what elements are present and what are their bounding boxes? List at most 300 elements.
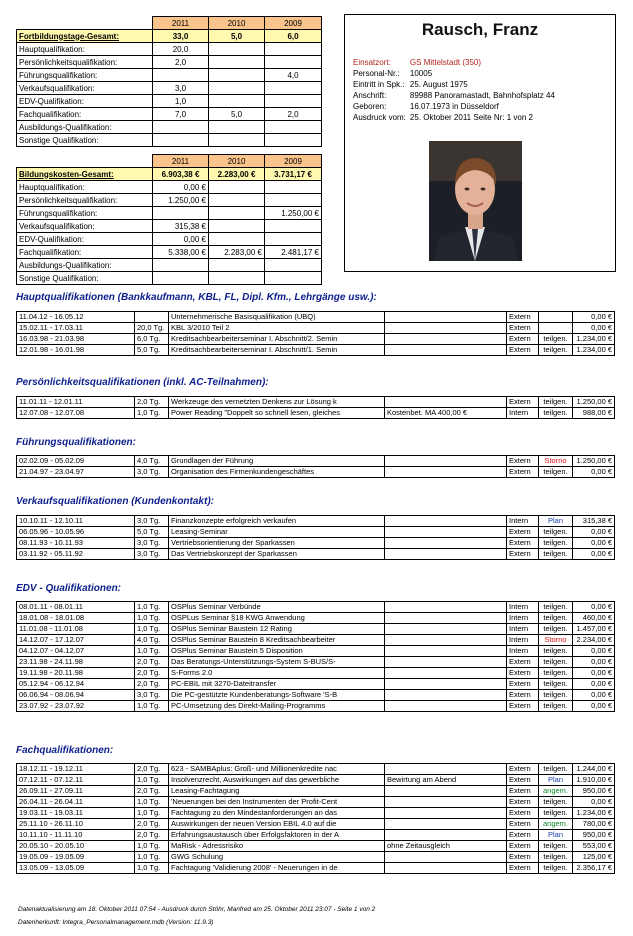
course-cell: 6,0 Tg.	[135, 334, 169, 345]
course-cell: 0,00 €	[573, 701, 615, 712]
course-cell: 1,0 Tg.	[135, 775, 169, 786]
course-row	[17, 527, 615, 538]
course-cell: 16.03.98 - 21.03.98	[17, 334, 135, 345]
cost-row-label: Führungsqualifikation:	[17, 207, 153, 220]
course-cell: 06.05.96 - 10.05.96	[17, 527, 135, 538]
info-row	[353, 79, 559, 90]
course-cell: 3,0 Tg.	[135, 516, 169, 527]
course-cell: Extern	[507, 668, 539, 679]
course-cell: 0,00 €	[573, 657, 615, 668]
course-cell: 3,0 Tg.	[135, 549, 169, 560]
course-cell: Leasing-Fachtagung	[169, 786, 385, 797]
course-cell: Extern	[507, 819, 539, 830]
course-cell: teilgen.	[539, 690, 573, 701]
course-cell: 3,0 Tg.	[135, 538, 169, 549]
course-cell: 1,0 Tg.	[135, 624, 169, 635]
course-cell: OSPlus Seminar Verbünde	[169, 602, 385, 613]
course-cell: 'Neuerungen bei den Instrumenten der Profit-Cent	[169, 797, 385, 808]
course-cell: Extern	[507, 830, 539, 841]
cost-row	[17, 246, 322, 259]
course-cell: OSPLus Seminar §18 KWG Anwendung	[169, 613, 385, 624]
cost-year: 2010	[209, 155, 265, 168]
course-cell: 1,0 Tg.	[135, 852, 169, 863]
course-cell: Extern	[507, 538, 539, 549]
course-cell: Storno	[539, 456, 573, 467]
days-row	[17, 108, 322, 121]
course-cell: Plan	[539, 775, 573, 786]
days-row	[17, 121, 322, 134]
course-cell: 0,00 €	[573, 690, 615, 701]
course-cell: Extern	[507, 808, 539, 819]
course-row	[17, 841, 615, 852]
course-cell: 4,0 Tg.	[135, 635, 169, 646]
course-cell: Intern	[507, 624, 539, 635]
course-cell: ohne Zeitausgleich	[385, 841, 507, 852]
days-total-value: 6,0	[265, 30, 322, 43]
course-cell: teilgen.	[539, 345, 573, 356]
course-cell: Leasing-Seminar	[169, 527, 385, 538]
course-cell: Power Reading "Doppelt so schnell lesen, gleiches	[169, 408, 385, 419]
course-cell: Extern	[507, 456, 539, 467]
course-cell: S-Forms 2.0	[169, 668, 385, 679]
section-title: Führungsqualifikationen:	[16, 437, 136, 448]
course-cell: 1,0 Tg.	[135, 646, 169, 657]
course-cell: 1,0 Tg.	[135, 808, 169, 819]
cost-row-value	[209, 272, 265, 285]
course-cell: Extern	[507, 841, 539, 852]
course-cell: 0,00 €	[573, 646, 615, 657]
course-cell: Erfahrungsaustausch über Erfolgsfaktoren in der A	[169, 830, 385, 841]
course-cell: 2,0 Tg.	[135, 786, 169, 797]
days-row	[17, 69, 322, 82]
course-cell: 1,0 Tg.	[135, 797, 169, 808]
course-cell: Extern	[507, 397, 539, 408]
course-cell: 2,0 Tg.	[135, 830, 169, 841]
days-total-row	[17, 30, 322, 43]
course-row	[17, 668, 615, 679]
days-row-value	[153, 69, 209, 82]
course-cell: 20,0 Tg.	[135, 323, 169, 334]
course-row	[17, 646, 615, 657]
course-cell: 1.910,00 €	[573, 775, 615, 786]
cost-row	[17, 220, 322, 233]
cost-row-value	[265, 181, 322, 194]
course-cell: teilgen.	[539, 808, 573, 819]
course-cell: teilgen.	[539, 538, 573, 549]
course-row	[17, 690, 615, 701]
course-cell: Extern	[507, 852, 539, 863]
course-cell	[385, 819, 507, 830]
course-cell: 2,0 Tg.	[135, 668, 169, 679]
days-row-label: Fachqualifikation:	[17, 108, 153, 121]
course-cell: OSPlus Seminar Baustein 5 Disposition	[169, 646, 385, 657]
course-cell: teilgen.	[539, 613, 573, 624]
course-cell	[385, 830, 507, 841]
employee-info	[353, 57, 559, 123]
cost-total-row	[17, 168, 322, 181]
course-cell	[385, 624, 507, 635]
course-cell: 1,0 Tg.	[135, 841, 169, 852]
course-table	[16, 311, 615, 356]
course-cell: Storno	[539, 635, 573, 646]
course-cell: Finanzkonzepte erfolgreich verkaufen	[169, 516, 385, 527]
course-cell: 780,00 €	[573, 819, 615, 830]
days-corner	[17, 17, 153, 30]
course-cell: MaRisk - Adressrisiko	[169, 841, 385, 852]
cost-row-value	[209, 194, 265, 207]
section-title: Hauptqualifikationen (Bankkaufmann, KBL, FL, Dipl. Kfm., Lehrgänge usw.):	[16, 292, 377, 303]
days-row-value: 1,0	[153, 95, 209, 108]
course-cell: angem.	[539, 786, 573, 797]
course-cell: 23.11.98 - 24.11.98	[17, 657, 135, 668]
course-cell: 0,00 €	[573, 312, 615, 323]
course-cell: 1.234,00 €	[573, 334, 615, 345]
course-cell: 26.04.11 - 26.04.11	[17, 797, 135, 808]
course-cell: 19.11.98 - 20.11.98	[17, 668, 135, 679]
course-cell: 13.05.09 - 13.05.09	[17, 863, 135, 874]
course-cell: OSPlus Seminar Baustein 12 Rating	[169, 624, 385, 635]
course-cell: teilgen.	[539, 679, 573, 690]
course-cell: 18.12.11 - 19.12.11	[17, 764, 135, 775]
course-cell: Bewirtung am Abend	[385, 775, 507, 786]
days-row-value	[209, 69, 265, 82]
cost-row-label: Sonstige Qualifikation:	[17, 272, 153, 285]
course-cell: Extern	[507, 701, 539, 712]
course-cell	[385, 852, 507, 863]
course-cell: Extern	[507, 345, 539, 356]
course-cell	[135, 312, 169, 323]
course-cell: 1.234,00 €	[573, 808, 615, 819]
course-row	[17, 397, 615, 408]
days-row-value: 7,0	[153, 108, 209, 121]
info-value: 16.07.1973 in Düsseldorf	[409, 102, 499, 111]
course-cell: Kreditsachbearbeiterseminar I. Abschnitt/1. Semin	[169, 345, 385, 356]
course-cell: GWG Schulung	[169, 852, 385, 863]
cost-row-value	[153, 272, 209, 285]
course-row	[17, 797, 615, 808]
course-cell: teilgen.	[539, 624, 573, 635]
days-row-label: Verkaufsqualifikation:	[17, 82, 153, 95]
info-row	[353, 112, 559, 123]
course-row	[17, 808, 615, 819]
course-cell: Intern	[507, 646, 539, 657]
course-cell: Extern	[507, 775, 539, 786]
days-row-label: Ausbildungs-Qualifikation:	[17, 121, 153, 134]
course-cell: 02.02.09 - 05.02.09	[17, 456, 135, 467]
course-cell: 03.11.92 - 05.11.92	[17, 549, 135, 560]
cost-row	[17, 194, 322, 207]
cost-total-value: 2.283,00 €	[209, 168, 265, 181]
course-cell: Extern	[507, 657, 539, 668]
days-year: 2010	[209, 17, 265, 30]
course-cell: Extern	[507, 527, 539, 538]
info-row	[353, 101, 559, 112]
course-cell: 0,00 €	[573, 679, 615, 690]
course-cell: 460,00 €	[573, 613, 615, 624]
cost-row-value	[209, 181, 265, 194]
days-row-value	[209, 56, 265, 69]
course-cell: Werkzeuge des vernetzten Denkens zur Lösung k	[169, 397, 385, 408]
days-row	[17, 82, 322, 95]
course-cell: teilgen.	[539, 764, 573, 775]
course-row	[17, 701, 615, 712]
info-value: 25. Oktober 2011 Seite Nr: 1 von 2	[409, 113, 533, 122]
course-cell: 1,0 Tg.	[135, 602, 169, 613]
course-cell: Intern	[507, 516, 539, 527]
course-cell	[539, 312, 573, 323]
course-cell: Extern	[507, 334, 539, 345]
cost-row-value: 315,38 €	[153, 220, 209, 233]
course-cell: teilgen.	[539, 657, 573, 668]
footer-line-2: Datenherkunft: Integra_Personalmanagement.mdb (Version: 11.9.3)	[18, 919, 214, 926]
course-cell: 3,0 Tg.	[135, 690, 169, 701]
course-cell: 08.01.11 - 08.01.11	[17, 602, 135, 613]
course-cell: 2.356,17 €	[573, 863, 615, 874]
course-row	[17, 516, 615, 527]
course-cell: Unternehmerische Basisqualifikation (UBQ)	[169, 312, 385, 323]
course-row	[17, 775, 615, 786]
course-cell: Kostenbet. MA 400,00 €	[385, 408, 507, 419]
course-cell	[385, 527, 507, 538]
course-row	[17, 764, 615, 775]
info-label: Anschrift:	[353, 91, 387, 100]
course-cell: 2,0 Tg.	[135, 397, 169, 408]
course-row	[17, 679, 615, 690]
section-title: Persönlichkeitsqualifikationen (inkl. AC-Teilnahmen):	[16, 377, 269, 388]
info-label: Personal-Nr.:	[353, 69, 400, 78]
info-row	[353, 90, 559, 101]
course-cell: 1.244,00 €	[573, 764, 615, 775]
course-row	[17, 334, 615, 345]
course-row	[17, 830, 615, 841]
course-cell: Extern	[507, 797, 539, 808]
course-cell: 19.05.09 - 19.05.09	[17, 852, 135, 863]
course-cell: 05.12.94 - 06.12.94	[17, 679, 135, 690]
course-cell: 2,0 Tg.	[135, 657, 169, 668]
days-row-value: 20,0	[153, 43, 209, 56]
cost-row-value: 0,00 €	[153, 233, 209, 246]
cost-total-value: 3.731,17 €	[265, 168, 322, 181]
cost-row-value	[209, 233, 265, 246]
course-cell: Extern	[507, 467, 539, 478]
course-cell: 1.250,00 €	[573, 397, 615, 408]
cost-row-value: 1.250,00 €	[153, 194, 209, 207]
course-row	[17, 786, 615, 797]
course-cell: Extern	[507, 549, 539, 560]
course-cell: Fachtagung zu den Mindestanforderungen an das	[169, 808, 385, 819]
cost-row	[17, 272, 322, 285]
course-cell: 950,00 €	[573, 830, 615, 841]
footer-line-1: Datenaktualisierung am 18. Oktober 2011 07:54 - Ausdruck durch Stöhr, Manfred am 25. Oktober 2011 23:07 - Seite 1 von 2	[18, 906, 376, 913]
course-cell: teilgen.	[539, 852, 573, 863]
course-cell	[385, 679, 507, 690]
course-row	[17, 467, 615, 478]
cost-year: 2011	[153, 155, 209, 168]
course-cell: 950,00 €	[573, 786, 615, 797]
course-cell: 11.04.12 - 16.05.12	[17, 312, 135, 323]
days-row-value	[265, 43, 322, 56]
days-row-value	[265, 82, 322, 95]
course-row	[17, 613, 615, 624]
course-cell	[385, 797, 507, 808]
course-cell: Extern	[507, 764, 539, 775]
course-cell: Plan	[539, 516, 573, 527]
training-days-table	[16, 16, 322, 147]
course-cell: 0,00 €	[573, 602, 615, 613]
course-cell: 0,00 €	[573, 467, 615, 478]
course-cell: Extern	[507, 679, 539, 690]
course-cell	[385, 701, 507, 712]
days-row-value: 2,0	[265, 108, 322, 121]
days-year-row	[17, 17, 322, 30]
course-cell: 1,0 Tg.	[135, 863, 169, 874]
course-cell: Plan	[539, 830, 573, 841]
course-cell	[385, 334, 507, 345]
cost-row-value	[209, 220, 265, 233]
course-cell: Grundlagen der Führung	[169, 456, 385, 467]
cost-row-value	[209, 207, 265, 220]
course-table	[16, 455, 615, 478]
course-cell: teilgen.	[539, 701, 573, 712]
course-table	[16, 601, 615, 712]
course-cell: 11.01.08 - 11.01.08	[17, 624, 135, 635]
days-year: 2009	[265, 17, 322, 30]
course-cell	[385, 863, 507, 874]
course-cell: 553,00 €	[573, 841, 615, 852]
course-row	[17, 819, 615, 830]
days-row-value	[153, 134, 209, 147]
cost-row-value: 2.283,00 €	[209, 246, 265, 259]
course-row	[17, 312, 615, 323]
course-cell: teilgen.	[539, 467, 573, 478]
cost-row-label: Ausbildungs-Qualifikation:	[17, 259, 153, 272]
course-cell	[385, 657, 507, 668]
days-row-value: 2,0	[153, 56, 209, 69]
course-cell: 1.250,00 €	[573, 456, 615, 467]
course-cell: 2,0 Tg.	[135, 679, 169, 690]
course-cell: Extern	[507, 786, 539, 797]
cost-total-value: 6.903,38 €	[153, 168, 209, 181]
course-cell	[385, 613, 507, 624]
cost-row	[17, 259, 322, 272]
days-row-value	[209, 134, 265, 147]
course-cell: Das Vertriebskonzept der Sparkassen	[169, 549, 385, 560]
info-label: Geboren:	[353, 102, 387, 111]
training-costs-table	[16, 154, 322, 285]
course-cell: 11.01.11 - 12.01.11	[17, 397, 135, 408]
course-cell: 12.01.98 - 16.01.98	[17, 345, 135, 356]
course-row	[17, 549, 615, 560]
course-cell: 3,0 Tg.	[135, 467, 169, 478]
course-cell: teilgen.	[539, 646, 573, 657]
days-row	[17, 56, 322, 69]
course-cell: teilgen.	[539, 408, 573, 419]
course-cell: Extern	[507, 323, 539, 334]
course-cell: Extern	[507, 312, 539, 323]
course-cell: 1,0 Tg.	[135, 613, 169, 624]
days-row-value	[265, 134, 322, 147]
course-cell	[385, 786, 507, 797]
course-cell: 1.457,00 €	[573, 624, 615, 635]
info-label: Einsatzort:	[353, 58, 391, 67]
info-value: 89988 Panoramastadt, Bahnhofsplatz 44	[409, 91, 555, 100]
course-cell	[385, 690, 507, 701]
course-cell: 988,00 €	[573, 408, 615, 419]
course-cell: 04.12.07 - 04.12.07	[17, 646, 135, 657]
course-cell: 0,00 €	[573, 549, 615, 560]
course-cell: 2.234,00 €	[573, 635, 615, 646]
course-cell: 1.234,00 €	[573, 345, 615, 356]
course-cell: 14.12.07 - 17.12.07	[17, 635, 135, 646]
course-cell	[385, 312, 507, 323]
course-cell: Intern	[507, 602, 539, 613]
course-cell: 25.11.10 - 26.11.10	[17, 819, 135, 830]
course-cell: Fachtagung 'Validierung 2008' - Neuerungen in de	[169, 863, 385, 874]
days-row-label: Hauptqualifikation:	[17, 43, 153, 56]
cost-row-value: 0,00 €	[153, 181, 209, 194]
course-cell: 06.06.94 - 08.06.94	[17, 690, 135, 701]
course-cell: 15.02.11 - 17.03.11	[17, 323, 135, 334]
course-cell: 10.11.10 - 11.11.10	[17, 830, 135, 841]
cost-row	[17, 181, 322, 194]
cost-corner	[17, 155, 153, 168]
days-row-value	[209, 95, 265, 108]
days-row-label: Führungsqualifikation:	[17, 69, 153, 82]
course-cell	[385, 467, 507, 478]
cost-row-value	[265, 194, 322, 207]
course-cell	[385, 808, 507, 819]
days-row-value	[209, 43, 265, 56]
course-cell	[385, 345, 507, 356]
course-cell	[385, 397, 507, 408]
course-cell: Auswirkungen der neuen Version EBIL 4.0 auf die	[169, 819, 385, 830]
course-cell: teilgen.	[539, 334, 573, 345]
course-cell: Extern	[507, 690, 539, 701]
course-table	[16, 515, 615, 560]
course-cell: PC-EBIL mit 3270-Dateitransfer	[169, 679, 385, 690]
course-row	[17, 624, 615, 635]
days-row	[17, 95, 322, 108]
course-cell: teilgen.	[539, 841, 573, 852]
days-year: 2011	[153, 17, 209, 30]
course-row	[17, 863, 615, 874]
days-row-label: Sonstige Qualifikation:	[17, 134, 153, 147]
course-row	[17, 408, 615, 419]
info-label: Ausdruck vom:	[353, 113, 406, 122]
cost-row-value	[265, 233, 322, 246]
cost-row-value: 1.250,00 €	[265, 207, 322, 220]
cost-row-label: Persönlichkeitsqualifikation:	[17, 194, 153, 207]
section-title: EDV - Qualifikationen:	[16, 583, 122, 594]
course-cell: Intern	[507, 635, 539, 646]
course-table	[16, 763, 615, 874]
employee-photo	[429, 141, 522, 261]
course-cell: 23.07.92 - 23.07.92	[17, 701, 135, 712]
course-cell: 12.07.08 - 12.07.08	[17, 408, 135, 419]
days-row-value	[265, 56, 322, 69]
days-row-value: 3,0	[153, 82, 209, 95]
course-cell: 5,0 Tg.	[135, 527, 169, 538]
days-row-value: 5,0	[209, 108, 265, 121]
course-cell: 0,00 €	[573, 538, 615, 549]
course-cell: 18.01.08 - 18.01.08	[17, 613, 135, 624]
info-value: 10005	[409, 69, 433, 78]
course-row	[17, 852, 615, 863]
cost-row-value	[153, 259, 209, 272]
course-cell: 125,00 €	[573, 852, 615, 863]
days-total-value: 5,0	[209, 30, 265, 43]
course-cell: 2,0 Tg.	[135, 764, 169, 775]
